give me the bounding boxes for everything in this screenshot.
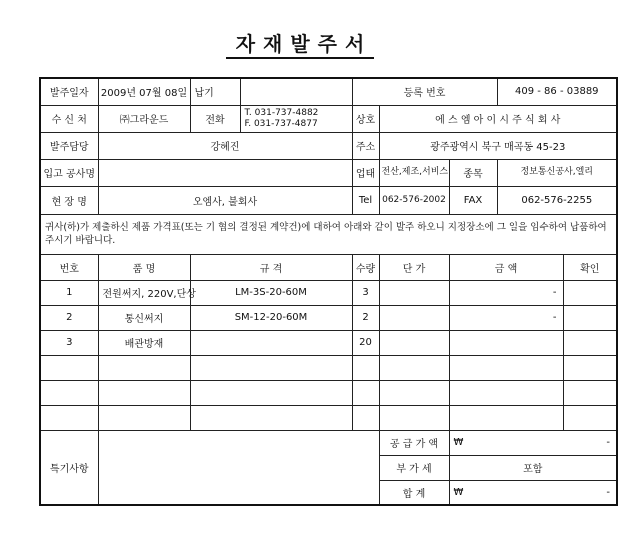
due-date-label: 납기 <box>190 78 240 105</box>
supplier-phone: T. 031-737-4882 <box>244 107 319 118</box>
item-unit-price <box>379 330 449 355</box>
table-row <box>40 380 617 405</box>
item-name: 전원써지, 220V,단상 <box>98 280 190 305</box>
due-date-value <box>240 78 352 105</box>
business-item: 정보통신공사,엘리 <box>497 159 617 186</box>
order-form <box>39 77 618 506</box>
col-item-name: 품 명 <box>98 254 190 280</box>
company-name: 에 스 엠 아 이 시 주 식 회 사 <box>379 105 617 132</box>
project-name <box>98 159 352 186</box>
manager-name: 강혜진 <box>98 132 352 159</box>
col-quantity: 수량 <box>352 254 379 280</box>
item-name: 배관방재 <box>98 330 190 355</box>
business-type-label: 업태 <box>352 159 379 186</box>
project-label: 입고 공사명 <box>40 159 98 186</box>
item-spec <box>190 330 352 355</box>
item-quantity: 3 <box>352 280 379 305</box>
company-fax: 062-576-2255 <box>497 186 617 214</box>
item-number: 3 <box>40 330 98 355</box>
supplier-name: ㈜그라운드 <box>98 105 190 132</box>
vat-value: 포함 <box>449 455 617 480</box>
item-unit-price <box>379 305 449 330</box>
supplier-fax: F. 031-737-4877 <box>244 118 318 129</box>
item-check <box>563 305 617 330</box>
fax-label: FAX <box>449 186 497 214</box>
supply-amount-value: ₩ <box>449 430 573 455</box>
item-unit-price <box>379 280 449 305</box>
total-label: 합 계 <box>379 480 449 505</box>
order-date-label: 발주일자 <box>40 78 98 105</box>
company-address: 광주광역시 북구 매곡동 45-23 <box>379 132 617 159</box>
col-unit-price: 단 가 <box>379 254 449 280</box>
table-row <box>40 405 617 430</box>
item-spec: LM-3S-20-60M <box>190 280 352 305</box>
item-amount: - <box>449 280 563 305</box>
item-amount <box>449 330 563 355</box>
supply-amount-end: - <box>573 430 617 455</box>
special-notes-label: 특기사항 <box>40 430 98 505</box>
address-label: 주소 <box>352 132 379 159</box>
tel-label: Tel <box>352 186 379 214</box>
item-check <box>563 280 617 305</box>
item-number: 2 <box>40 305 98 330</box>
phone-label: 전화 <box>190 105 240 132</box>
col-check: 확인 <box>563 254 617 280</box>
item-spec: SM-12-20-60M <box>190 305 352 330</box>
item-number: 1 <box>40 280 98 305</box>
site-name: 오엠사, 불회사 <box>98 186 352 214</box>
table-row <box>40 280 617 305</box>
registration-number: 409 - 86 - 03889 <box>497 78 617 105</box>
total-end: - <box>573 480 617 505</box>
item-quantity: 20 <box>352 330 379 355</box>
order-date-value: 2009년 07월 08일 <box>98 78 190 105</box>
supplier-phone-fax <box>240 105 352 132</box>
business-item-label: 종목 <box>449 159 497 186</box>
manager-label: 발주담당 <box>40 132 98 159</box>
document-title: 자재발주서 <box>0 28 600 57</box>
table-row <box>40 305 617 330</box>
business-type: 전산,제조,서비스 <box>379 159 449 186</box>
item-check <box>563 330 617 355</box>
registration-label: 등록 번호 <box>352 78 497 105</box>
vat-label: 부 가 세 <box>379 455 449 480</box>
site-label: 현 장 명 <box>40 186 98 214</box>
special-notes-value <box>98 430 379 505</box>
order-notice: 귀사(하)가 제출하신 제품 가격표(또는 기 협의 결정된 계약건)에 대하여 아래와 같이 발주 하오니 지정장소에 그 일을 임수하여 납품하여 주시기 바랍니다. <box>40 214 617 254</box>
col-spec: 규 격 <box>190 254 352 280</box>
company-label: 상호 <box>352 105 379 132</box>
item-quantity: 2 <box>352 305 379 330</box>
item-amount: - <box>449 305 563 330</box>
company-tel: 062-576-2002 <box>379 186 449 214</box>
col-amount: 금 액 <box>449 254 563 280</box>
table-row <box>40 355 617 380</box>
col-number: 번호 <box>40 254 98 280</box>
supplier-label: 수 신 처 <box>40 105 98 132</box>
item-name: 통신써지 <box>98 305 190 330</box>
supply-amount-label: 공 급 가 액 <box>379 430 449 455</box>
total-value: ₩ <box>449 480 573 505</box>
table-row <box>40 330 617 355</box>
